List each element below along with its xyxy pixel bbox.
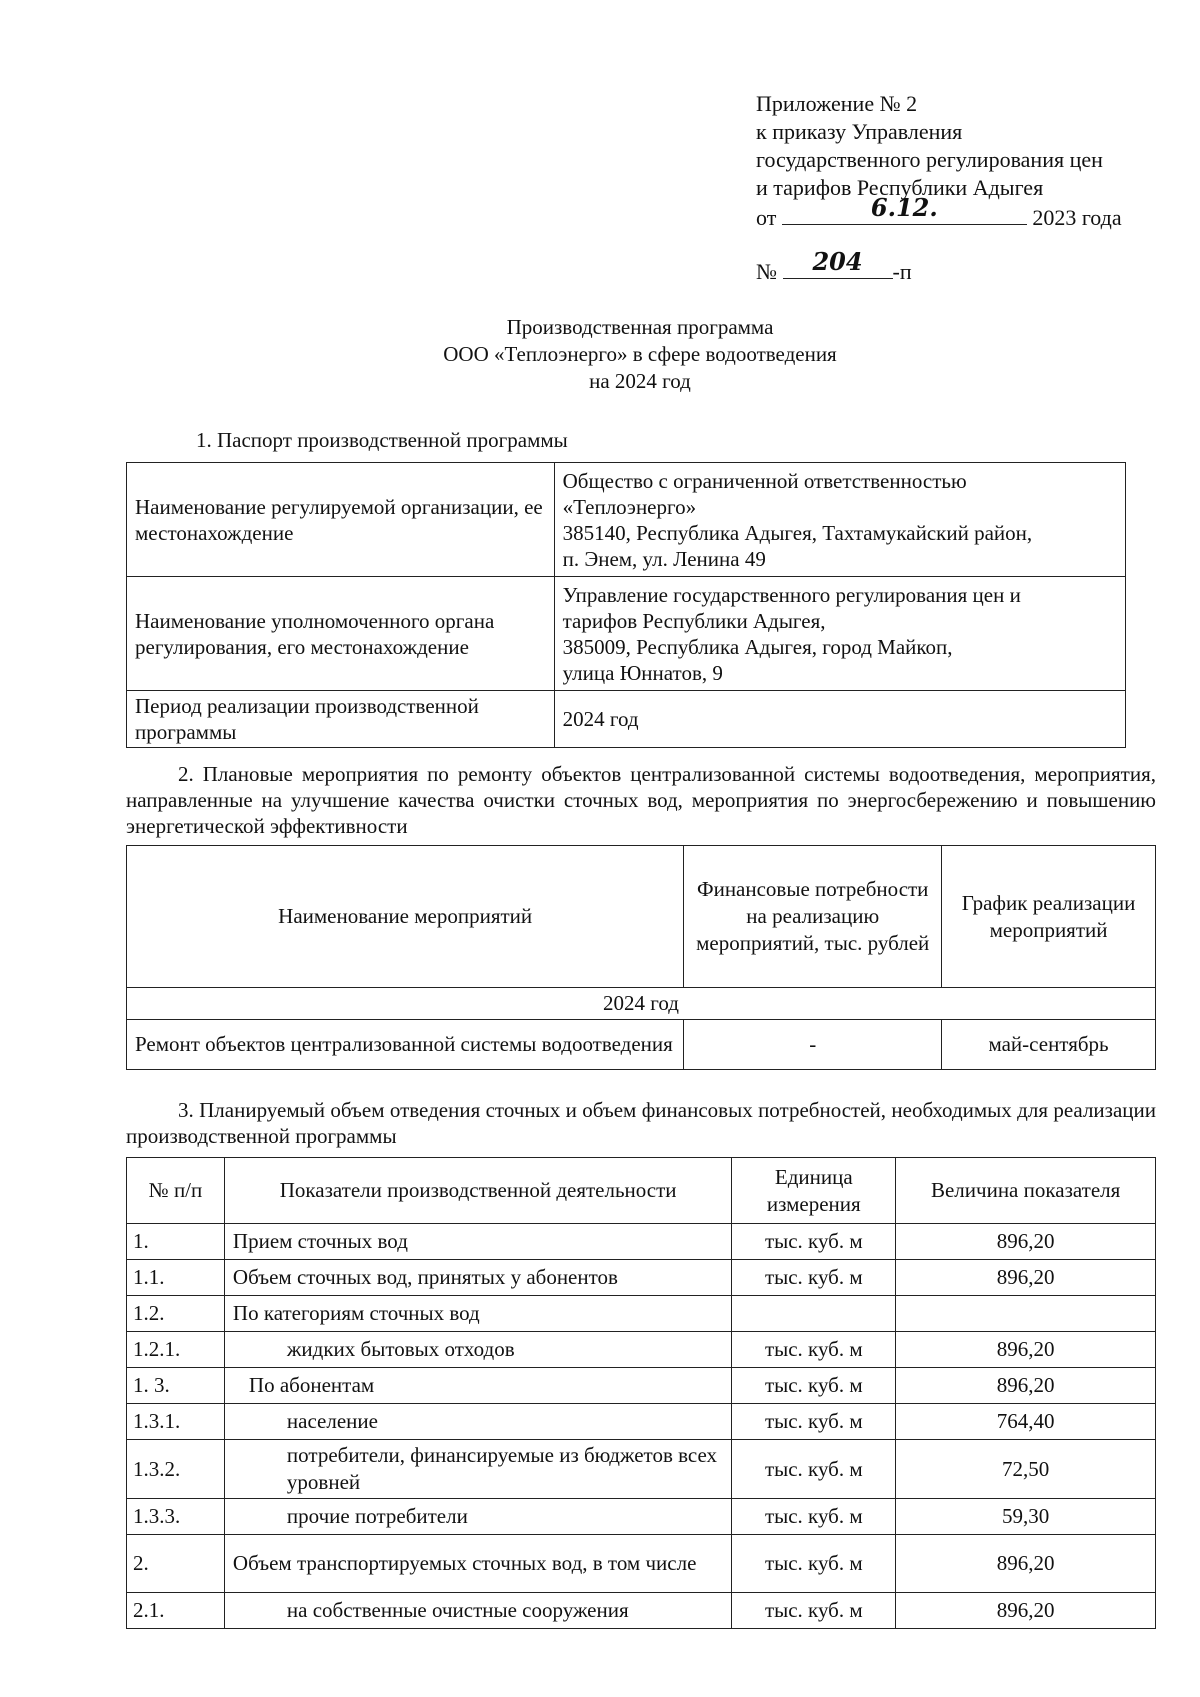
number-prefix: №: [756, 259, 777, 284]
value-line: тарифов Республики Адыгея,: [562, 608, 826, 633]
table-row: [127, 1593, 1156, 1629]
date-prefix: от: [756, 205, 777, 230]
row-unit: тыс. куб. м: [732, 1404, 896, 1440]
handwritten-date: 6.12.: [870, 193, 938, 222]
row-unit: [732, 1296, 896, 1332]
table-row: [127, 1260, 1156, 1296]
title-line-2: ООО «Теплоэнерго» в сфере водоотведения: [443, 342, 837, 366]
section-3-heading: 3. Планируемый объем отведения сточных и объем финансовых потребностей, необходимых для реализации производственной программы: [126, 1098, 1156, 1148]
row-num: 1.3.2.: [127, 1440, 225, 1499]
table-row: [127, 1499, 1156, 1535]
measure-schedule: май-сентябрь: [942, 1020, 1156, 1070]
row-indicator: По категориям сточных вод: [224, 1296, 731, 1332]
measures-row: [127, 1020, 1156, 1070]
row-unit: тыс. куб. м: [732, 1260, 896, 1296]
row-num: 1. 3.: [127, 1368, 225, 1404]
table-row: [127, 1440, 1156, 1499]
table-row: [127, 1332, 1156, 1368]
row-value: 896,20: [896, 1535, 1156, 1593]
measures-table: [126, 845, 1156, 1070]
title-line-1: Производственная программа: [506, 315, 774, 339]
measure-name: Ремонт объектов централизованной системы водоотведения: [127, 1020, 684, 1070]
row-value: 896,20: [896, 1368, 1156, 1404]
title-line-3: на 2024 год: [589, 369, 691, 393]
table-row: [127, 1368, 1156, 1404]
value-line: 385140, Республика Адыгея, Тахтамукайский район,: [562, 520, 1033, 545]
header-unit: Единица измерения: [732, 1158, 896, 1224]
row-indicator: потребители, финансируемые из бюджетов всех уровней: [224, 1440, 731, 1499]
row-value: 896,20: [896, 1224, 1156, 1260]
row-indicator: жидких бытовых отходов: [224, 1332, 731, 1368]
row-indicator: Объем транспортируемых сточных вод, в том числе: [224, 1535, 731, 1593]
passport-label: Период реализации производственной программы: [127, 691, 555, 748]
table-row: [127, 1224, 1156, 1260]
appendix-line-3: государственного регулирования цен: [756, 147, 1103, 172]
passport-row: [127, 577, 1126, 691]
row-indicator: Объем сточных вод, принятых у абонентов: [224, 1260, 731, 1296]
appendix-line-1: Приложение № 2: [756, 91, 918, 116]
row-indicator: По абонентам: [224, 1368, 731, 1404]
document-title: [0, 314, 1200, 395]
date-blank: [782, 193, 1027, 225]
row-num: 2.: [127, 1535, 225, 1593]
row-unit: тыс. куб. м: [732, 1224, 896, 1260]
passport-table: [126, 462, 1126, 748]
row-value: 72,50: [896, 1440, 1156, 1499]
passport-label: Наименование регулируемой организации, ее местонахождение: [127, 463, 555, 577]
header-indicator: Показатели производственной деятельности: [224, 1158, 731, 1224]
row-value: 896,20: [896, 1260, 1156, 1296]
row-unit: тыс. куб. м: [732, 1440, 896, 1499]
appendix-line-2: к приказу Управления: [756, 119, 963, 144]
row-unit: тыс. куб. м: [732, 1332, 896, 1368]
passport-row: [127, 463, 1126, 577]
table-row: [127, 1296, 1156, 1332]
value-line: Управление государственного регулирования цен и: [562, 582, 1021, 607]
row-value: 59,30: [896, 1499, 1156, 1535]
year-cell: 2024 год: [127, 988, 1156, 1020]
row-value: 896,20: [896, 1332, 1156, 1368]
passport-value: [554, 463, 1125, 577]
row-indicator: прочие потребители: [224, 1499, 731, 1535]
value-line: «Теплоэнерго»: [562, 494, 697, 519]
appendix-number-line: [756, 247, 912, 285]
section-2-heading: 2. Плановые мероприятия по ремонту объектов централизованной системы водоотведения, мероприятия, направленные на улучшение качества очистки сточных вод, мероприятия по энергосбережению и повышению энергетической эффективности: [126, 762, 1156, 838]
header-finance: Финансовые потребности на реализацию мероприятий, тыс. рублей: [684, 846, 942, 988]
indicators-header-row: [127, 1158, 1156, 1224]
row-value: 896,20: [896, 1593, 1156, 1629]
row-unit: тыс. куб. м: [732, 1535, 896, 1593]
passport-value: [554, 691, 1125, 748]
table-row: [127, 1535, 1156, 1593]
header-num: № п/п: [127, 1158, 225, 1224]
row-unit: тыс. куб. м: [732, 1499, 896, 1535]
appendix-date-line: [756, 193, 1156, 232]
row-indicator: Прием сточных вод: [224, 1224, 731, 1260]
row-unit: тыс. куб. м: [732, 1368, 896, 1404]
value-line: п. Энем, ул. Ленина 49: [562, 546, 766, 571]
header-schedule: График реализации мероприятий: [942, 846, 1156, 988]
value-line: Общество с ограниченной ответственностью: [562, 468, 967, 493]
appendix-line-4: и тарифов Республики Адыгея: [756, 175, 1044, 200]
row-num: 1.3.1.: [127, 1404, 225, 1440]
table-row: [127, 1404, 1156, 1440]
value-line: 385009, Республика Адыгея, город Майкоп,: [562, 634, 953, 659]
passport-label: Наименование уполномоченного органа регулирования, его местонахождение: [127, 577, 555, 691]
row-num: 1.2.1.: [127, 1332, 225, 1368]
passport-row: [127, 691, 1126, 748]
date-suffix: 2023 года: [1032, 205, 1122, 230]
appendix-header: [756, 90, 1156, 232]
measures-header-row: [127, 846, 1156, 988]
passport-value: [554, 577, 1125, 691]
measure-finance: -: [684, 1020, 942, 1070]
row-num: 1.1.: [127, 1260, 225, 1296]
number-suffix: -п: [892, 259, 912, 284]
handwritten-number: 204: [812, 247, 863, 276]
measures-year-row: [127, 988, 1156, 1020]
row-num: 1.2.: [127, 1296, 225, 1332]
row-unit: тыс. куб. м: [732, 1593, 896, 1629]
row-indicator: на собственные очистные сооружения: [224, 1593, 731, 1629]
value-line: улица Юннатов, 9: [562, 660, 723, 685]
section-1-heading: 1. Паспорт производственной программы: [196, 428, 568, 452]
number-blank: [783, 247, 893, 279]
header-measure-name: Наименование мероприятий: [127, 846, 684, 988]
row-num: 1.3.3.: [127, 1499, 225, 1535]
row-num: 2.1.: [127, 1593, 225, 1629]
header-value: Величина показателя: [896, 1158, 1156, 1224]
row-value: [896, 1296, 1156, 1332]
row-value: 764,40: [896, 1404, 1156, 1440]
value-line: 2024 год: [562, 707, 639, 731]
indicators-table: [126, 1157, 1156, 1629]
row-indicator: население: [224, 1404, 731, 1440]
row-num: 1.: [127, 1224, 225, 1260]
